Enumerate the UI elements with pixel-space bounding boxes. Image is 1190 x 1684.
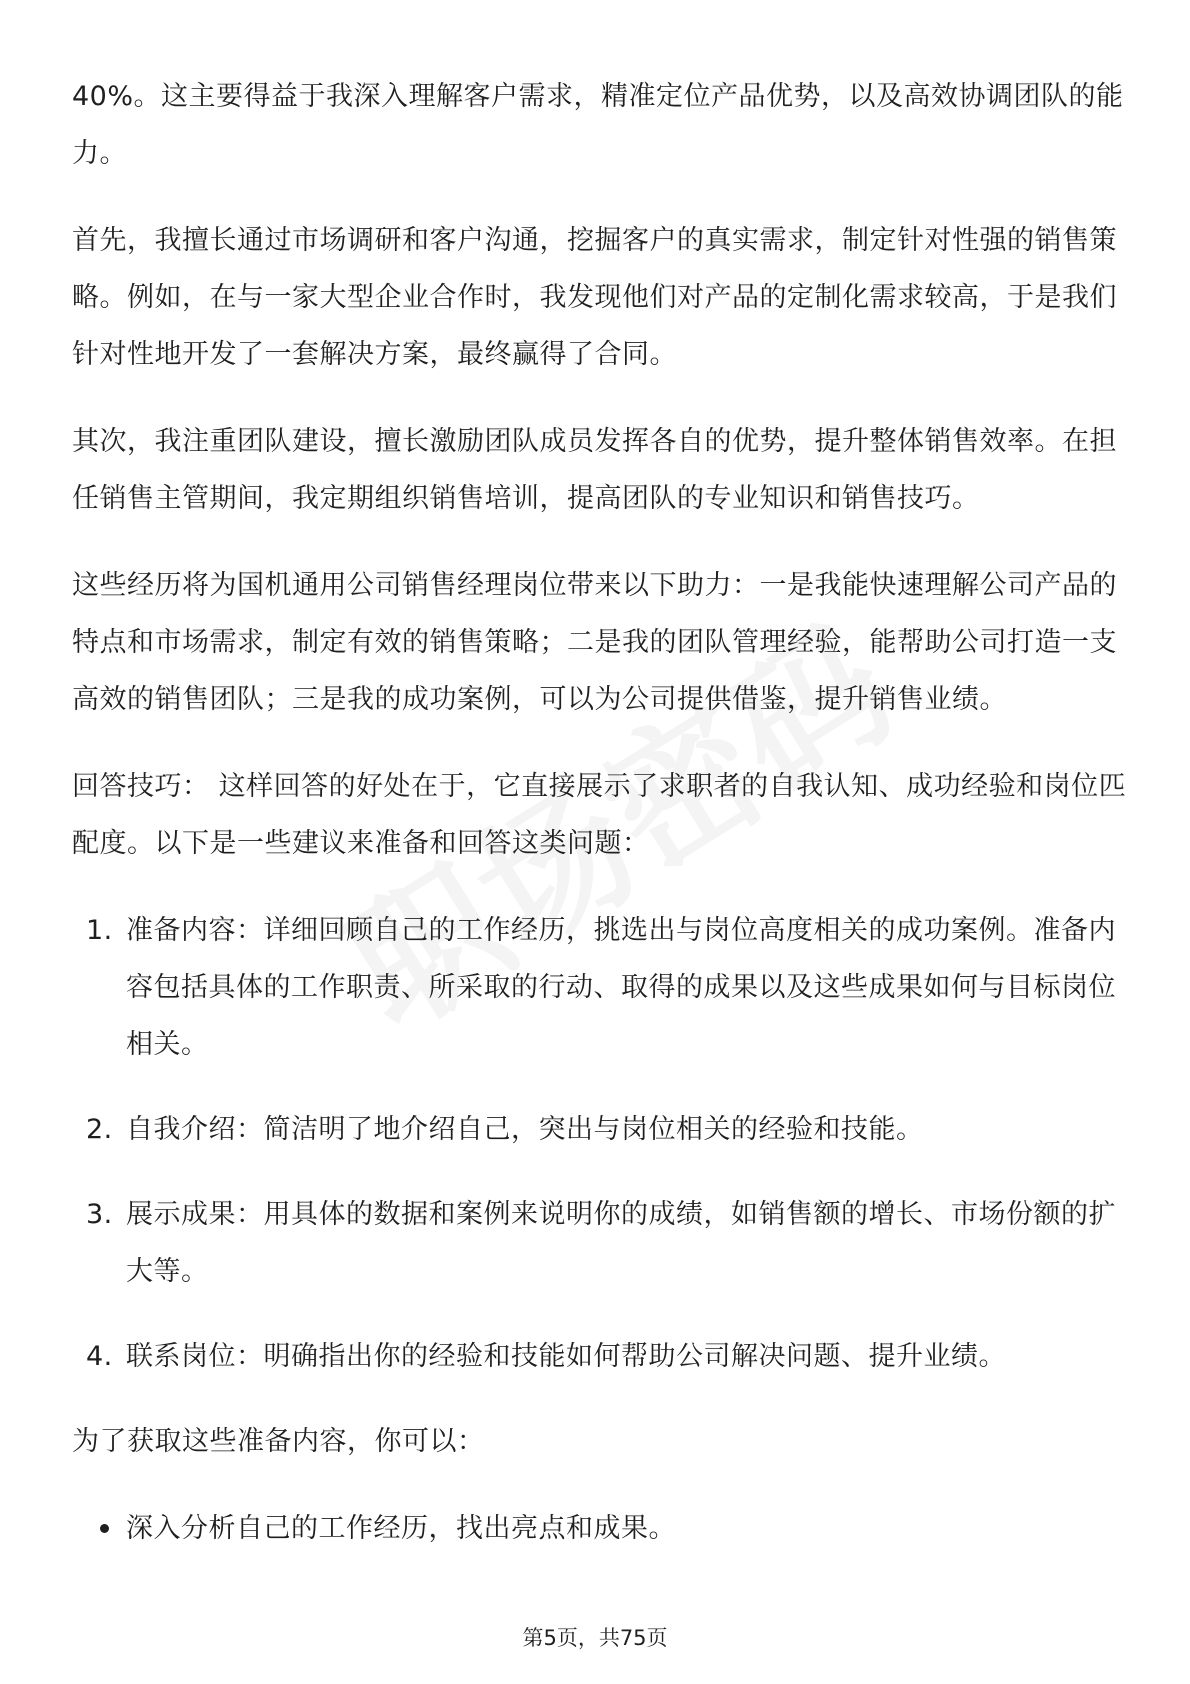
bullet-icon — [100, 1524, 109, 1533]
list-item — [72, 1328, 1132, 1385]
list-item-text: 准备内容：详细回顾自己的工作经历，挑选出与岗位高度相关的成功案例。准备内容包括具体的工作职责、所采取的行动、取得的成果以及这些成果如何与目标岗位相关。 — [126, 915, 1116, 1060]
bullet-list — [72, 1500, 1132, 1557]
paragraph-4: 这些经历将为国机通用公司销售经理岗位带来以下助力：一是我能快速理解公司产品的特点和市场需求，制定有效的销售策略；二是我的团队管理经验，能帮助公司打造一支高效的销售团队；三是我的成功案例，可以为公司提供借鉴，提升销售业绩。 — [72, 570, 1117, 715]
paragraph-1: 40%。这主要得益于我深入理解客户需求，精准定位产品优势，以及高效协调团队的能力。 — [72, 81, 1124, 169]
list-item — [72, 1500, 1132, 1557]
list-item — [72, 902, 1132, 1073]
list-item-text: 展示成果：用具体的数据和案例来说明你的成绩，如销售额的增长、市场份额的扩大等。 — [126, 1199, 1116, 1287]
paragraph-2: 首先，我擅长通过市场调研和客户沟通，挖掘客户的真实需求，制定针对性强的销售策略。例如，在与一家大型企业合作时，我发现他们对产品的定制化需求较高，于是我们针对性地开发了一套解决方案，最终赢得了合同。 — [72, 225, 1117, 370]
answer-tips-paragraph: 回答技巧： 这样回答的好处在于，它直接展示了求职者的自我认知、成功经验和岗位匹配度。以下是一些建议来准备和回答这类问题： — [72, 771, 1127, 859]
paragraph-3: 其次，我注重团队建设，擅长激励团队成员发挥各自的优势，提升整体销售效率。在担任销售主管期间，我定期组织销售培训，提高团队的专业知识和销售技巧。 — [72, 426, 1117, 514]
list-number: 2. — [86, 1114, 113, 1145]
list-item-text: 联系岗位：明确指出你的经验和技能如何帮助公司解决问题、提升业绩。 — [126, 1341, 1006, 1372]
page-number: 第5页，共75页 — [522, 1626, 668, 1650]
document-body — [72, 68, 1132, 1557]
list-item — [72, 1186, 1132, 1300]
prep-intro: 为了获取这些准备内容，你可以： — [72, 1426, 485, 1457]
list-item — [72, 1101, 1132, 1158]
list-number: 1. — [86, 915, 113, 946]
list-number: 4. — [86, 1341, 113, 1372]
list-item-text: 自我介绍：简洁明了地介绍自己，突出与岗位相关的经验和技能。 — [126, 1114, 924, 1145]
numbered-list — [72, 902, 1132, 1385]
list-number: 3. — [86, 1199, 113, 1230]
list-item-text: 深入分析自己的工作经历，找出亮点和成果。 — [126, 1513, 676, 1544]
